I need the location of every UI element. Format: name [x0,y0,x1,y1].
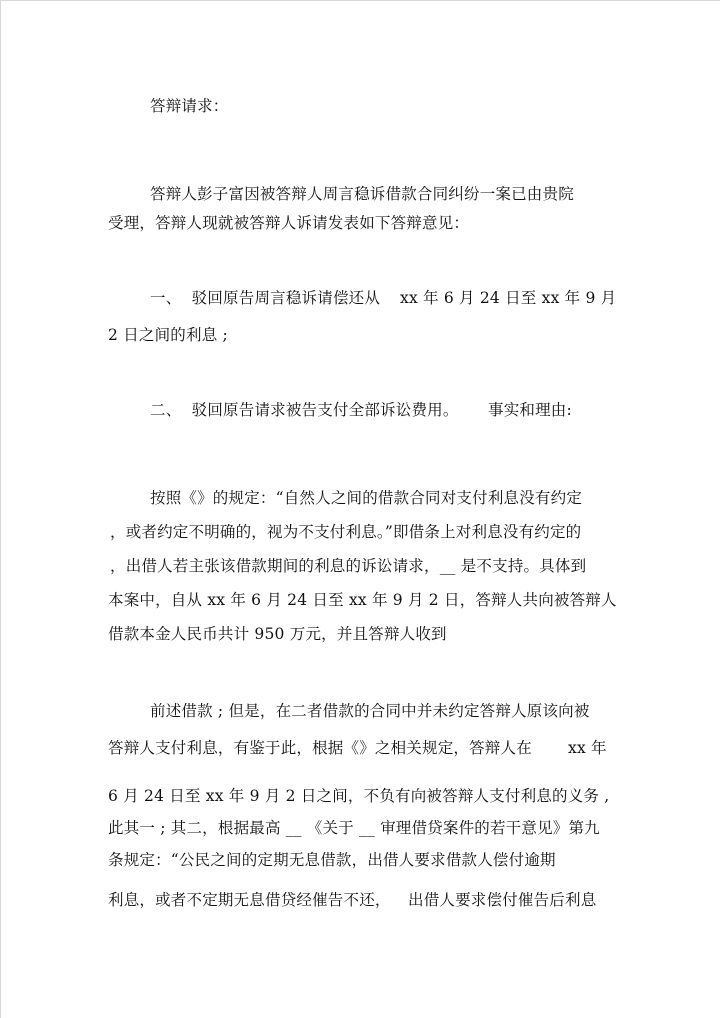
para1-line-2: ，或者约定不明确的，视为不支付利息。”即借条上对利息没有约定的 [110,523,582,541]
para1-line-5: 借款本金人民币共计 950 万元，并且答辩人收到 [108,625,447,643]
intro-line-1: 答辩人彭子富因被答辩人周言稳诉借款合同纠纷一案已由贵院 [150,185,574,203]
para2-line-5: 条规定：“公民之间的定期无息借款，出借人要求借款人偿付逾期 [108,851,556,869]
facts-heading: 事实和理由: [488,401,572,419]
heading: 答辩请求： [150,97,229,115]
para2-line-1: 前述借款 ; 但是，在二者借款的合同中并未约定答辩人原该向被 [150,702,590,720]
page-border-left [0,0,1,1018]
para2-line-4: 此其一 ; 其二，根据最高 __ 《关于 __ 审理借贷案件的若干意见》第九 [108,819,600,837]
para1-line-3: ，出借人若主张该借款期间的利息的诉讼请求，__ 是不支持。具体到 [110,557,587,575]
para1-line-1: 按照《》的规定：“自然人之间的借款合同对支付利息没有约定 [150,489,583,507]
para2-line-2: 答辩人支付利息，有鉴于此，根据《》之相关规定，答辩人在 [108,739,532,757]
para2-line-6: 利息，或者不定期无息借贷经催告不还， [108,891,391,909]
para1-line-4: 本案中，自从 xx 年 6 月 24 日至 xx 年 9 月 2 日，答辩人共向被答辩人 [108,591,617,609]
item1-text: 一、 驳回原告周言稳诉请偿还从 [150,289,381,307]
para2-line-3: 6 月 24 日至 xx 年 9 月 2 日之间，不负有向被答辩人支付利息的义务 , [108,787,610,805]
para2-line-6-end: 出借人要求偿付催告后利息 [408,891,597,909]
item1-date: xx 年 6 月 24 日至 xx 年 9 月 [400,289,617,307]
item2-text: 二、 驳回原告请求被告支付全部诉讼费用。 [150,401,459,419]
intro-line-2: 受理，答辩人现就被答辩人诉请发表如下答辩意见： [108,214,470,232]
item1-line-2: 2 日之间的利息 ; [108,326,228,344]
para2-line-2-end: xx 年 [568,739,607,757]
page-border-top [0,0,720,1]
